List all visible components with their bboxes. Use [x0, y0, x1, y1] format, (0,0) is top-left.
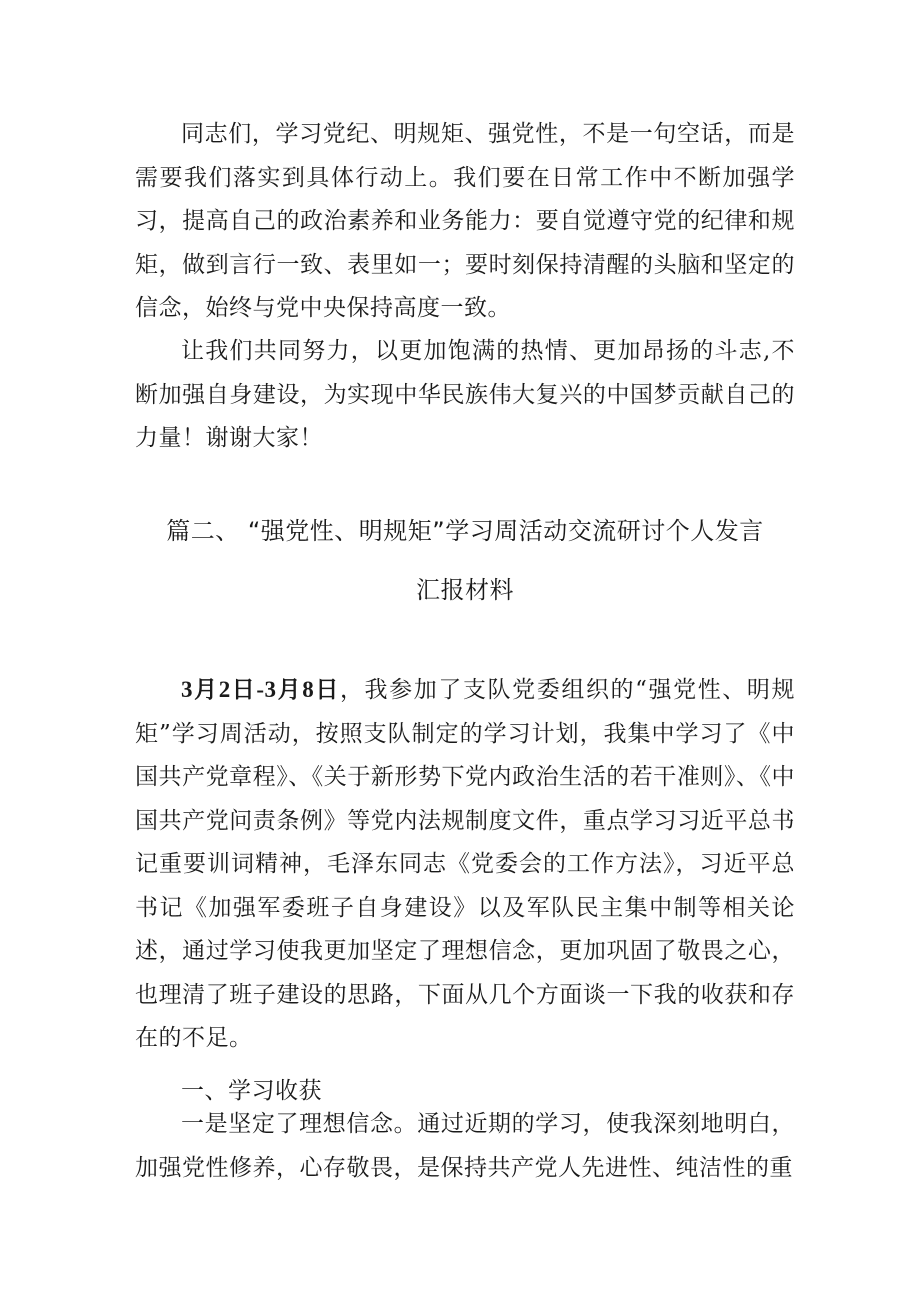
section-title-line1: 篇二、 “强党性、明规矩”学习周活动交流研讨个人发言 — [166, 517, 764, 545]
paragraph-study-overview — [135, 668, 795, 1061]
section-title-line2: 汇报材料 — [416, 576, 514, 604]
paragraph-firm-belief: 一是坚定了理想信念。通过近期的学习，使我深刻地明白，加强党性修养，心存敬畏，是保持共产党人先进性、纯洁性的重 — [135, 1111, 795, 1181]
paragraph-closing-thanks: 让我们共同努力，以更加饱满的热情、更加昂扬的斗志,不断加强自身建设，为实现中华民族伟大复兴的中国梦贡献自己的力量！谢谢大家！ — [135, 338, 795, 451]
subheading-study-gains: 一、学习收获 — [181, 1078, 322, 1104]
study-date-range: 3月2日-3月8日 — [181, 677, 340, 702]
paragraph-closing-remarks: 同志们，学习党纪、明规矩、强党性，不是一句空话，而是需要我们落实到具体行动上。我们要在日常工作中不断加强学习，提高自己的政治素养和业务能力：要自觉遵守党的纪律和规矩，做到言行一致、表里如一；要时刻保持清醒的头脑和坚定的信念，始终与党中央保持高度一致。 — [135, 121, 795, 321]
study-overview-text: ，我参加了支队党委组织的“强党性、明规矩”学习周活动，按照支队制定的学习计划，我集中学习了《中国共产党章程》、《关于新形势下党内政治生活的若干准则》、《中国共产党问责条例》等党内法规制度文件，重点学习习近平总书记重要训词精神，毛泽东同志《党委会的工作方法》，习近平总书记《加强军委班子自身建设》以及军队民主集中制等相关论述，通过学习使我更加坚定了理想信念，更加巩固了敬畏之心，也理清了班子建设的思路，下面从几个方面谈一下我的收获和存在的不足。 — [135, 677, 795, 1051]
